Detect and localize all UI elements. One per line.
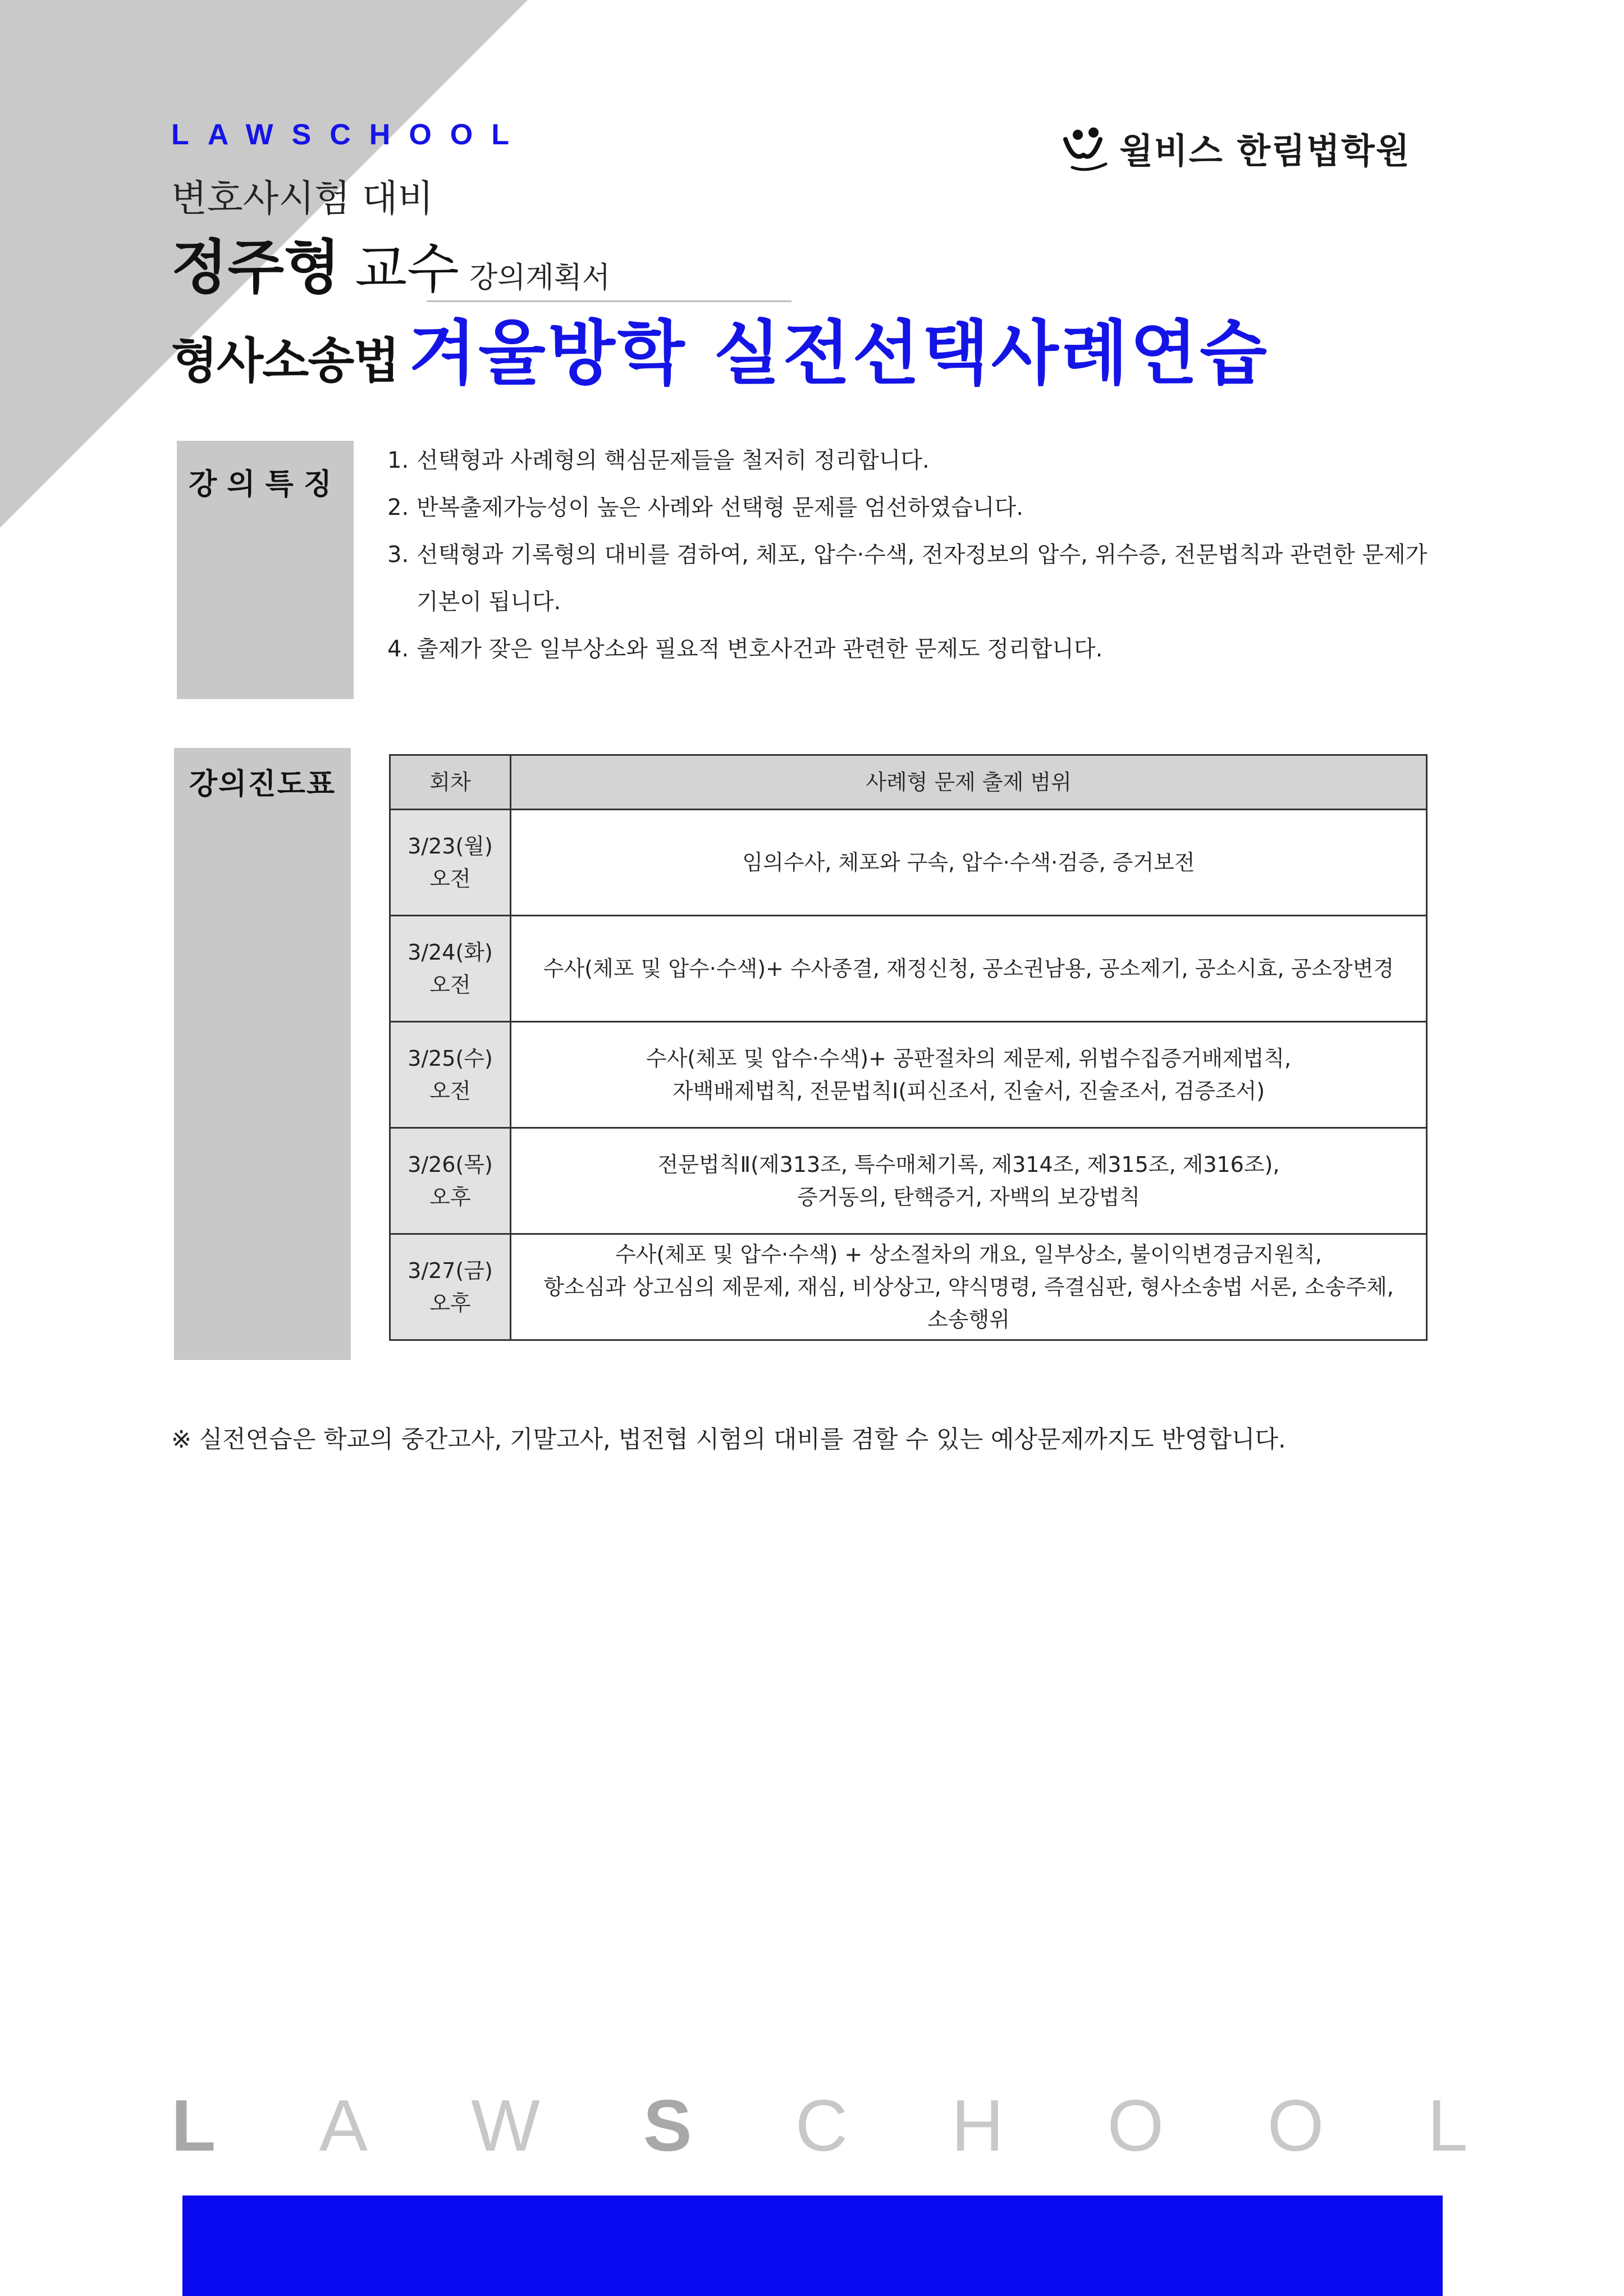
footnote: ※ 실전연습은 학교의 중간고사, 기말고사, 법전협 시험의 대비를 겸할 수 있는 예상문제까지도 반영합니다. <box>171 1426 1286 1454</box>
list-item: 2. 반복출제가능성이 높은 사례와 선택형 문제를 엄선하였습니다. <box>387 495 1023 521</box>
table-row <box>390 1022 1427 1128</box>
logo-icon <box>1061 122 1113 173</box>
column-header-range: 사례형 문제 출제 범위 <box>511 755 1427 810</box>
table-header-row <box>390 755 1427 810</box>
course-title: 겨울방학 실전선택사례연습 <box>409 313 1269 394</box>
range-cell: 임의수사, 체포와 구속, 압수·수색·검증, 증거보전 <box>511 810 1427 916</box>
list-item: 1. 선택형과 사례형의 핵심문제들을 철저히 정리합니다. <box>387 448 930 473</box>
features-label: 강의특징 <box>177 441 354 699</box>
table-row <box>390 1234 1427 1340</box>
professor-name: 정주형 <box>171 233 341 302</box>
session-cell: 3/26(목) 오후 <box>390 1128 511 1234</box>
table-row <box>390 916 1427 1022</box>
schedule-label: 강의진도표 <box>174 748 351 1360</box>
course-subject: 형사소송법 <box>171 333 399 389</box>
range-cell: 전문법칙Ⅱ(제313조, 특수매체기록, 제314조, 제315조, 제316조), 증거동의, 탄핵증거, 자백의 보강법칙 <box>511 1128 1427 1234</box>
session-cell: 3/24(화) 오전 <box>390 916 511 1022</box>
footer-bar <box>182 2195 1443 2296</box>
table-row <box>390 1128 1427 1234</box>
course-line <box>171 298 1269 398</box>
logo-text: 윌비스 한림법학원 <box>1119 130 1411 171</box>
session-cell: 3/25(수) 오전 <box>390 1022 511 1128</box>
session-cell: 3/23(월) 오전 <box>390 810 511 916</box>
brand-wordmark: LAWSCHOOL <box>171 118 528 151</box>
session-cell: 3/27(금) 오후 <box>390 1234 511 1340</box>
features-list <box>387 437 1454 673</box>
column-header-session: 회차 <box>390 755 511 810</box>
table-row <box>390 810 1427 916</box>
document-type: 강의계획서 <box>469 261 611 295</box>
academy-logo <box>1061 122 1411 173</box>
professor-title: 교수 <box>355 238 459 300</box>
range-cell: 수사(체포 및 압수·수색)+ 수사종결, 재정신청, 공소권남용, 공소제기, 공소시효, 공소장변경 <box>511 916 1427 1022</box>
exam-subtitle: 변호사시험 대비 <box>171 177 434 220</box>
list-item: 3. 선택형과 기록형의 대비를 겸하여, 체포, 압수·수색, 전자정보의 압수, 위수증, 전문법칙과 관련한 문제가 기본이 됩니다. <box>387 542 1428 615</box>
footer-wordmark: L A W S C H O O L <box>171 2084 1468 2166</box>
range-cell: 수사(체포 및 압수·수색) + 상소절차의 개요, 일부상소, 불이익변경금지원칙, 항소심과 상고심의 제문제, 재심, 비상상고, 약식명령, 즉결심판, 형사소송법 서론, 소송주체, 소송행위 <box>511 1234 1427 1340</box>
schedule-table <box>389 754 1428 1341</box>
list-item: 4. 출제가 잦은 일부상소와 필요적 변호사건과 관련한 문제도 정리합니다. <box>387 636 1103 662</box>
professor-line <box>171 220 610 304</box>
range-cell: 수사(체포 및 압수·수색)+ 공판절차의 제문제, 위법수집증거배제법칙, 자백배제법칙, 전문법칙Ⅰ(피신조서, 진술서, 진술조서, 검증조서) <box>511 1022 1427 1128</box>
